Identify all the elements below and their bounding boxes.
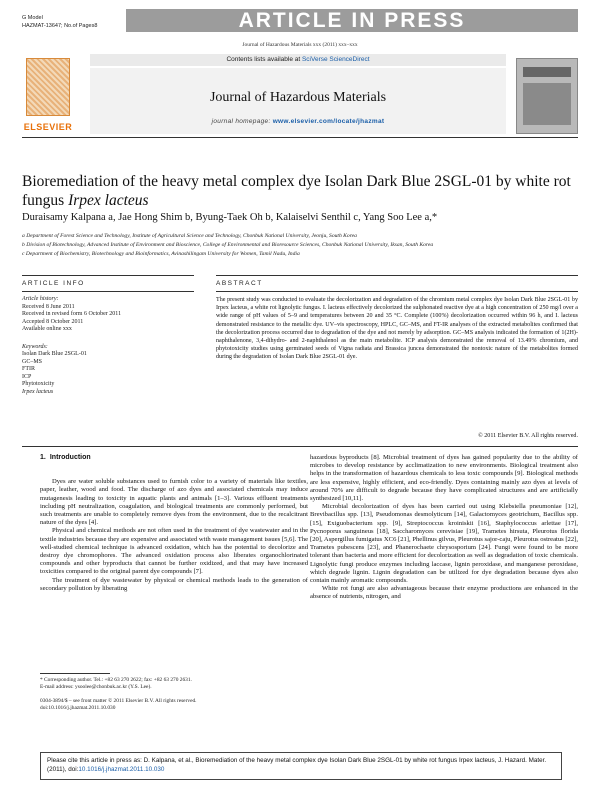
article-history	[22, 296, 194, 334]
manuscript-meta	[22, 14, 97, 30]
section-heading-introduction	[40, 454, 308, 462]
article-info-sub-rule	[22, 291, 194, 292]
please-cite-box	[40, 752, 562, 780]
cite-box-text: Please cite this article in press as: D. Kalpana, et al., Bioremediation of the heavy metal complex dye Isolan Dark Blue 2SGL-01 by white rot fungus Irpex lacteus, J. Hazard. Mater. (2011), doi:	[47, 757, 547, 773]
article-in-press-banner: ARTICLE IN PRESS	[126, 9, 578, 32]
elsevier-tree-icon	[26, 58, 70, 116]
affiliation-b: b Division of Biotechnology, Advanced Institute of Environment and Bioscience, College of Environmental and Bioresource Sciences, Chonbuk National University, Iksan, South Korea	[22, 242, 434, 248]
article-info	[22, 296, 194, 406]
abstract-top-rule	[216, 275, 578, 276]
heading-spacer	[40, 470, 308, 478]
homepage-prefix: journal homepage:	[211, 118, 273, 125]
contents-band	[90, 54, 506, 66]
abstract-sub-rule	[216, 291, 578, 292]
history-revised: Received in revised form 6 October 2011	[22, 311, 122, 317]
affiliation-a: a Department of Forest Science and Technology, Institute of Agricultural Science and Technology, Chonbuk National University, Jeonju, South Korea	[22, 233, 357, 239]
abstract-bottom-rule	[22, 446, 578, 447]
abstract-copyright: © 2011 Elsevier B.V. All rights reserved.	[478, 433, 578, 439]
homepage-link[interactable]: www.elsevier.com/locate/jhazmat	[272, 118, 385, 125]
issn-block	[40, 698, 308, 712]
body-paragraph: The treatment of dye wastewater by physical or chemical methods leads to the generation of secondary pollution by liberating	[40, 576, 308, 592]
g-model-label: G Model	[22, 15, 43, 21]
manuscript-id: HAZMAT-13647; No.of Pages8	[22, 23, 98, 29]
history-online: Available online xxx	[22, 326, 72, 332]
abstract-heading: ABSTRACT	[216, 280, 263, 287]
keyword-item: Isolan Dark Blue 2SGL-01	[22, 351, 87, 357]
body-column-left	[40, 454, 308, 593]
keyword-item: FTIR	[22, 366, 36, 372]
history-accepted: Accepted 8 October 2011	[22, 318, 84, 325]
keywords	[22, 344, 194, 397]
doi-line[interactable]: doi:10.1016/j.jhazmat.2011.10.030	[40, 705, 116, 712]
keywords-label: Keywords:	[22, 343, 48, 350]
article-title-species: Irpex lacteus	[68, 192, 149, 209]
body-paragraph: Dyes are water soluble substances used to furnish color to a variety of materials like textiles, paper, leather, wood and food. The discharge of azo dyes and associated chemicals may induce mutagenesis leading to toxicity in aquatic plants and animals [1–3]. Various effluent treatments including pH neutralization, coagulation, and biological treatments are commonly performed, but such treatments are unable to completely remove dyes from the environment, due to the recalcitrant nature of the dyes [4].	[40, 478, 308, 527]
cite-doi-link[interactable]: 10.1016/j.jhazmat.2011.10.030	[78, 766, 165, 773]
corresponding-email[interactable]: E-mail address: ysoolee@chonbuk.ac.kr (Y.S. Lee).	[40, 684, 152, 691]
section-number: 1.	[40, 454, 46, 461]
body-column-right	[310, 454, 578, 602]
abstract-text: The present study was conducted to evaluate the decolorization and degradation of the chromium metal complex dye Isolan Dark Blue 2SGL-01 by Irpex lacteus, a white rot lignolytic fungus. I. lacteus effectively decolorized the sulphonated reactive dye at a high concentration of 250 mg/l over a wide range of pH values of 5–9 and temperatures between 20 and 35 °C. Complete (100%) decolorization occurred within 96 h, and I. lacteus demonstrated resistance to the metallic dye. UV–vis spectroscopy, HPLC, GC–MS, and FT-IR analyses of the extracted metabolites confirmed that the decolorization process occurred due to degradation of the dye and not merely by adsorption. GC–MS analysis indicated the formation of 1(2H)-naphthalenone, 3,4-dihydro- and 2-naphthalenol as the main metabolite. ICP analysis demonstrated the removal of 13.49% chromium, and phytotoxicity studies using germinated seeds of Vigna radiata and Brassica juncea demonstrated the nontoxic nature of the metabolites formed during the degradation of Isolan Dark Blue 2SGL-01 dye.	[216, 297, 578, 361]
article-title	[22, 172, 578, 210]
author-list: Duraisamy Kalpana a, Jae Hong Shim b, Byung-Taek Oh b, Kalaiselvi Senthil c, Yang Soo Lee a,*	[22, 212, 438, 223]
keyword-item: Irpex lacteus	[22, 388, 54, 395]
affiliation-c: c Department of Biochemistry, Biotechnology and Bioinformatics, Avinashilingam University for Women, Tamil Nadu, India	[22, 251, 300, 257]
keyword-item: ICP	[22, 373, 32, 380]
article-info-heading: ARTICLE INFO	[22, 280, 85, 287]
elsevier-logo	[22, 58, 74, 132]
journal-panel	[90, 68, 506, 134]
journal-title: Journal of Hazardous Materials	[209, 90, 387, 105]
affiliations	[22, 232, 578, 259]
journal-homepage	[90, 118, 506, 125]
history-received: Received 8 June 2011	[22, 303, 75, 310]
issn-line: 0304-3894/$ – see front matter © 2011 Elsevier B.V. All rights reserved.	[40, 698, 197, 704]
article-info-top-rule	[22, 275, 194, 276]
section-title: Introduction	[49, 454, 91, 461]
corresponding-author-footnote	[40, 677, 308, 691]
journal-masthead	[22, 54, 578, 138]
article-title-main: Bioremediation of the heavy metal complex dye Isolan Dark Blue 2SGL-01 by white rot fungus	[22, 173, 571, 209]
sciencedirect-link[interactable]: SciVerse ScienceDirect	[301, 56, 370, 63]
body-paragraph: Microbial decolorization of dyes has been carried out using Klebsiella pneumoniae [12], Brevibacillus spp. [13], Pseudomonas desmolyticum [14], Galactomyces geotrichum, Bacillus spp. [15], Exiguobacterium spp. [9], Streptococcus kroiniskii [16], Staphylococcus arlettae [17], Pycnoporus sanguineus [18], Saccharomyces cerevisiae [19], Trametes hirsuta, Pleurotus florida [20], Aspergillus fumigatus XC6 [21], Phellinus gilvus, Pleurotus sajor-caju, Pleurotus ostreatus [22], Trametes pubescens [23], and Phanerochaete chrysosporium [24]. Fungi were found to be more tolerant than bacteria and more efficient for decolorization as well as degradation of toxic chemicals. Lignolytic fungi produce enzymes including laccase, lignin peroxidase, and manganese peroxidase, which degrade lignin. Lignin degradation can be utilized for dye degradation because dyes also contain mainly aromatic compounds.	[310, 503, 578, 585]
contents-prefix: Contents lists available at	[226, 56, 302, 63]
journal-cover-image	[516, 58, 578, 134]
keyword-item: GC–MS	[22, 358, 43, 365]
body-paragraph: hazardous byproducts [8]. Microbial treatment of dyes has gained popularity due to the ability of microbes to develop resistance by acclimatization to new environments. Biological treatment also helps in the transformation of hazardous chemicals to less toxic compounds [9]. Biological methods are less expensive, highly efficient, and eco-friendly. Dyes containing mainly azo dyes at levels of around 70% are difficult to degrade because they have complicated structures and are artificially synthesized [10,11].	[310, 454, 578, 503]
footnote-rule	[40, 673, 110, 674]
history-label: Article history:	[22, 296, 59, 302]
body-paragraph: White rot fungi are also advantageous because their enzyme productions are enhanced in the absence of nutrients, nitrogen, and	[310, 585, 578, 601]
corresponding-contact: * Corresponding author. Tel.: +82 63 270 2622; fax: +82 63 270 2631.	[40, 677, 192, 683]
elsevier-wordmark: ELSEVIER	[23, 122, 73, 132]
keyword-item: Phytotoxicity	[22, 381, 55, 387]
journal-citation-line: Journal of Hazardous Materials xxx (2011) xxx–xxx	[242, 42, 358, 48]
body-paragraph: Physical and chemical methods are not often used in the treatment of dye wastewater and in the textile industries because they are expensive and associated with waste management issues [5,6]. The well-studied chemical technique is advanced oxidation, which has the potential to decolorize and destroy dye chromophores. The advanced oxidation process also liberates organochlorinated compounds and other byproducts that cannot be further oxidized, and that may have increased toxicities compared to the original parent dye compounds [7].	[40, 527, 308, 576]
